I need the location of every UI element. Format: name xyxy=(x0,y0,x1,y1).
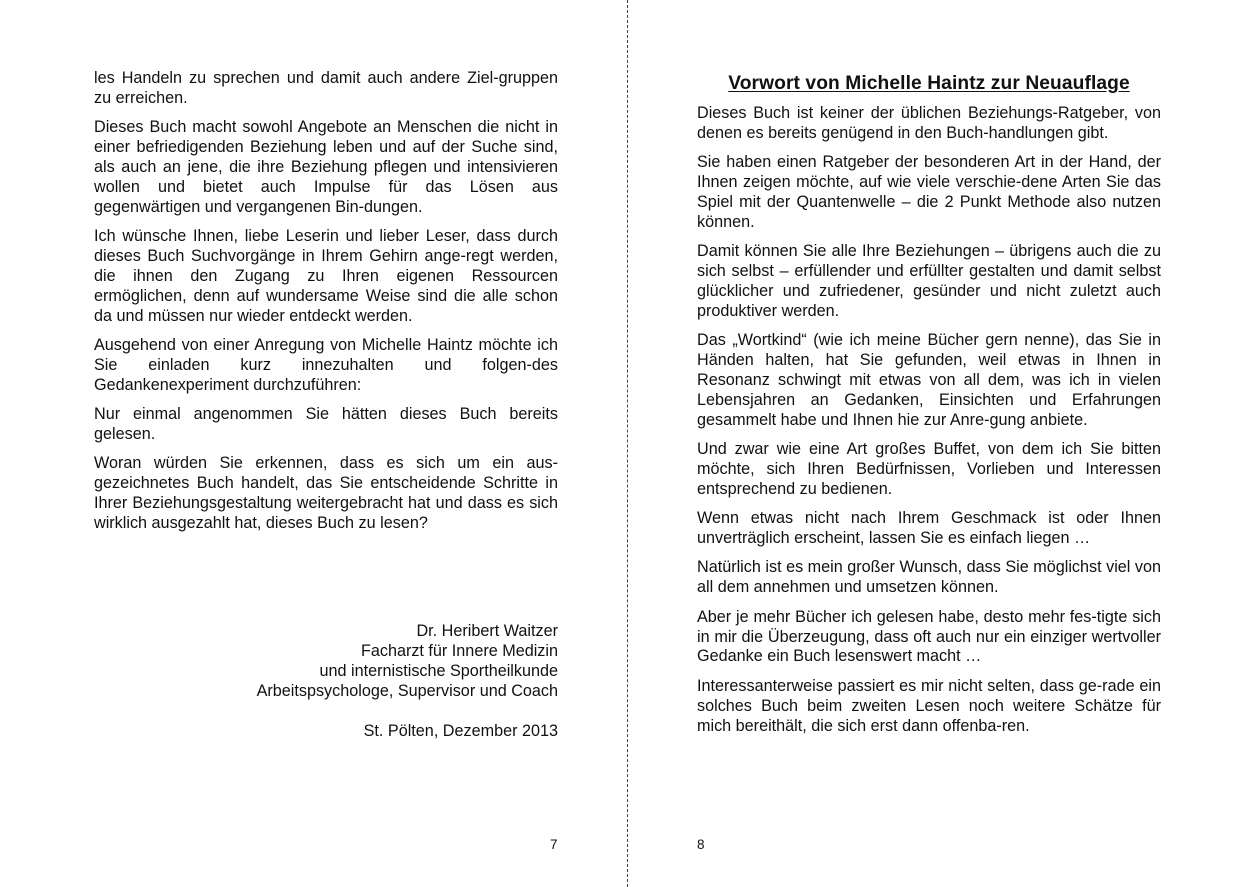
right-paragraph-6: Wenn etwas nicht nach Ihrem Geschmack ist oder Ihnen unverträglich erscheint, lassen Sie es einfach liegen … xyxy=(697,509,1161,548)
author-name: Dr. Heribert Waitzer xyxy=(416,622,558,640)
right-page xyxy=(629,0,1257,887)
left-paragraph-6: Woran würden Sie erkennen, dass es sich um ein aus-gezeichnetes Buch handelt, das Sie entscheidende Schritte in Ihrer Beziehungsgestaltung weitergebracht hat und dass es sich wirklich ausgezahlt hat, dieses Buch zu lesen? xyxy=(94,454,558,533)
left-paragraph-3: Ich wünsche Ihnen, liebe Leserin und lieber Leser, dass durch dieses Buch Suchvorgänge in Ihrem Gehirn ange-regt werden, die ihnen den Zugang zu Ihren eigenen Ressourcen ermöglichen, denn auf wundersame Weise sind die alle schon da und müssen nur wieder entdeckt werden. xyxy=(94,227,558,325)
right-page-body xyxy=(697,104,1161,746)
right-paragraph-4: Das „Wortkind“ (wie ich meine Bücher gern nenne), das Sie in Händen halten, hat Sie gefunden, weil etwas in Ihnen in Resonanz schwingt mit etwas von all dem, was ich in vielen Lebensjahren an Gedanken, Einsichten und Erfahrungen gesammelt habe und Ihnen hie zur Anre-gung anbiete. xyxy=(697,331,1161,429)
left-page xyxy=(0,0,628,887)
author-title-2: und internistische Sportheilkunde xyxy=(319,661,558,680)
left-page-body xyxy=(94,69,558,543)
author-title-3: Arbeitspsychologe, Supervisor und Coach xyxy=(256,681,558,700)
chapter-heading: Vorwort von Michelle Haintz zur Neuauflage xyxy=(728,73,1130,94)
author-signature-block xyxy=(94,622,558,741)
right-paragraph-1: Dieses Buch ist keiner der üblichen Beziehungs-Ratgeber, von denen es bereits genügend in den Buch-handlungen gibt. xyxy=(697,104,1161,142)
place-date: St. Pölten, Dezember 2013 xyxy=(363,721,558,740)
left-paragraph-1: les Handeln zu sprechen und damit auch andere Ziel-gruppen zu erreichen. xyxy=(94,69,558,107)
page-gutter-divider xyxy=(627,0,628,887)
right-paragraph-3: Damit können Sie alle Ihre Beziehungen – übrigens auch die zu sich selbst – erfüllender und erfüllter gestalten und damit selbst glücklicher und zufriedener, gesünder und nicht zuletzt auch produktiver werden. xyxy=(697,242,1161,320)
page-number-right: 8 xyxy=(697,837,705,852)
right-paragraph-5: Und zwar wie eine Art großes Buffet, von dem ich Sie bitten möchte, sich Ihren Bedürfnissen, Vorlieben und Interessen entsprechend zu bedienen. xyxy=(697,440,1161,498)
right-paragraph-8: Aber je mehr Bücher ich gelesen habe, desto mehr fes-tigte sich in mir die Überzeugung, dass oft auch nur ein einziger wertvoller Gedanke ein Buch lesenswert macht … xyxy=(697,607,1161,666)
right-paragraph-7: Natürlich ist es mein großer Wunsch, dass Sie möglichst viel von all dem annehmen und umsetzen können. xyxy=(697,558,1161,597)
left-paragraph-4: Ausgehend von einer Anregung von Michelle Haintz möchte ich Sie einladen kurz innezuhalten und folgen-des Gedankenexperiment durchzuführen: xyxy=(94,336,558,394)
left-paragraph-5: Nur einmal angenommen Sie hätten dieses Buch bereits gelesen. xyxy=(94,405,558,444)
right-paragraph-9: Interessanterweise passiert es mir nicht selten, dass ge-rade ein solches Buch beim zweiten Lesen noch weitere Schätze für mich bereithält, die sich erst dann offenba-ren. xyxy=(697,676,1161,735)
author-title-1: Facharzt für Innere Medizin xyxy=(360,641,558,660)
right-paragraph-2: Sie haben einen Ratgeber der besonderen Art in der Hand, der Ihnen zeigen möchte, auf wie viele verschie-dene Arten Sie das Spiel mit der Quantenwelle – die 2 Punkt Methode also nutzen können. xyxy=(697,153,1161,231)
left-paragraph-2: Dieses Buch macht sowohl Angebote an Menschen die nicht in einer befriedigenden Beziehung leben und auf der Suche sind, als auch an jene, die ihre Beziehung pflegen und intensivieren wollen und bietet auch Impulse für das Lösen aus gegenwärtigen und vergangenen Bin-dungen. xyxy=(94,118,558,216)
page-number-left: 7 xyxy=(550,837,558,852)
